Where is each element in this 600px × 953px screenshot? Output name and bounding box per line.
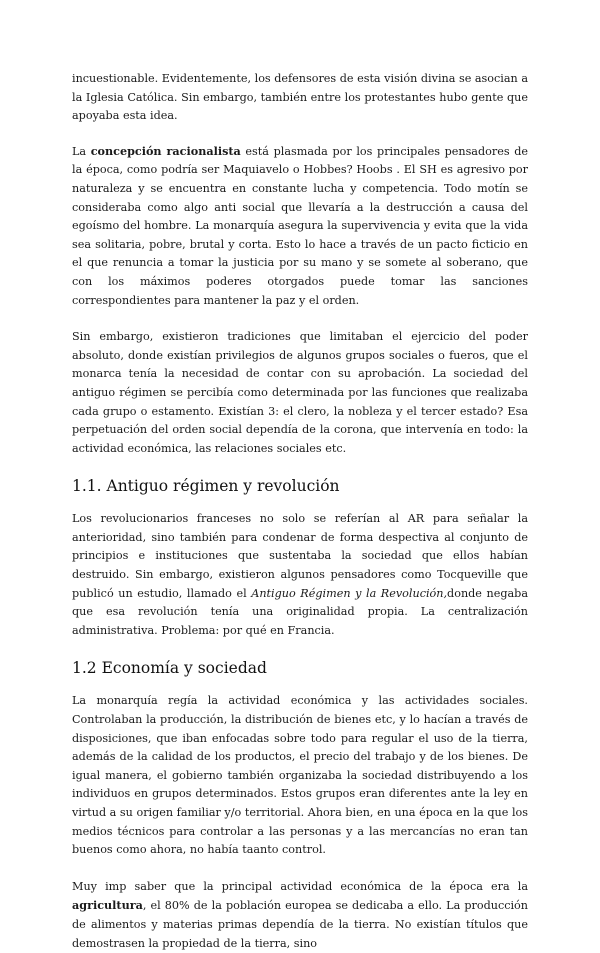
agriculture-body: , el 80% de la población europea se dedicaba a ello. La producción de alimentos y materias primas dependía de la tierra. No existían títulos que demostrasen la propiedad de la tierra, sino	[72, 899, 528, 950]
section-heading-economia: 1.2 Economía y sociedad	[72, 659, 267, 678]
revolutionaries-text-end: donde negaba que esa revolución tenía una originalidad propia. La centralización administrativa. Problema: por qué en Francia.	[72, 586, 528, 637]
paragraph-monarchy-economy: La monarquía regía la actividad económica y las actividades sociales. Controlaban la producción, la distribución de bienes etc, y lo hacían a través de disposiciones, que iban enfocadas sobre todo para regular el uso de la tierra, además de la calidad de los productos, el precio del trabajo y de los bienes. De igual manera, el gobierno también organizaba la sociedad distribuyendo a los individuos en grupos determinados. Estos grupos eran diferentes ante la ley en virtud a su origen familiar y/o territorial. Ahora bien, en una época en la que los medios técnicos para controlar a las personas y a las mercancías no eran tan buenos como ahora, no había taanto control.	[72, 694, 528, 857]
paragraph-divine-view: incuestionable. Evidentemente, los defensores de esta visión divina se asocian a la Iglesia Católica. Sin embargo, también entre los protestantes hubo gente que apoyaba esta idea.	[72, 72, 528, 123]
rationalist-term: concepción racionalista	[90, 143, 241, 158]
revolutionaries-text: Los revolucionarios franceses no solo se referían al AR para señalar la anterioridad, sino también para condenar de forma despectiva al conjunto de principios e instituciones que sustentaba la sociedad que ellos habían destruido. Sin embargo, existieron algunos pensadores como Tocqueville que publicó un estudio, llamado el	[72, 512, 528, 600]
agriculture-prefix: Muy imp saber que la principal actividad económica de la época era la	[72, 879, 528, 893]
rationalist-body: está plasmada por los principales pensadores de la época, como podría ser Maquiavelo o Hobbes? Hoobs . El SH es agresivo por naturaleza y se encuentra en constante lucha y competencia. Todo motín se consideraba como algo anti social que llevaría a la destrucción a causa del egoísmo del hombre. La monarquía asegura la supervivencia y evita que la vida sea solitaria, pobre, brutal y corta. Esto lo hace a través de un pacto ficticio en el que renuncia a tomar la justicia por su mano y se somete al soberano, que con los máximos poderes otorgados puede tomar las sanciones correspondientes para mantener la paz y el orden.	[72, 144, 528, 307]
section-heading-antiguo-regimen: 1.1. Antiguo régimen y revolución	[72, 477, 340, 496]
paragraph-revolutionaries	[72, 510, 528, 640]
rationalist-prefix: La	[72, 144, 91, 158]
book-title: Antiguo Régimen y la Revolución,	[251, 586, 448, 600]
paragraph-traditions: Sin embargo, existieron tradiciones que limitaban el ejercicio del poder absoluto, donde existían privilegios de algunos grupos sociales o fueros, que el monarca tenía la necesidad de contar con su aprobación. La sociedad del antiguo régimen se percibía como determinada por las funciones que realizaba cada grupo o estamento. Existían 3: el clero, la nobleza y el tercer estado? Esa perpetuación del orden social dependía de la corona, que intervenía en todo: la actividad económica, las relaciones sociales etc.	[72, 330, 528, 455]
paragraph-rationalist	[72, 142, 528, 310]
paragraph-agriculture	[72, 878, 528, 953]
agriculture-term: agricultura	[72, 898, 143, 913]
